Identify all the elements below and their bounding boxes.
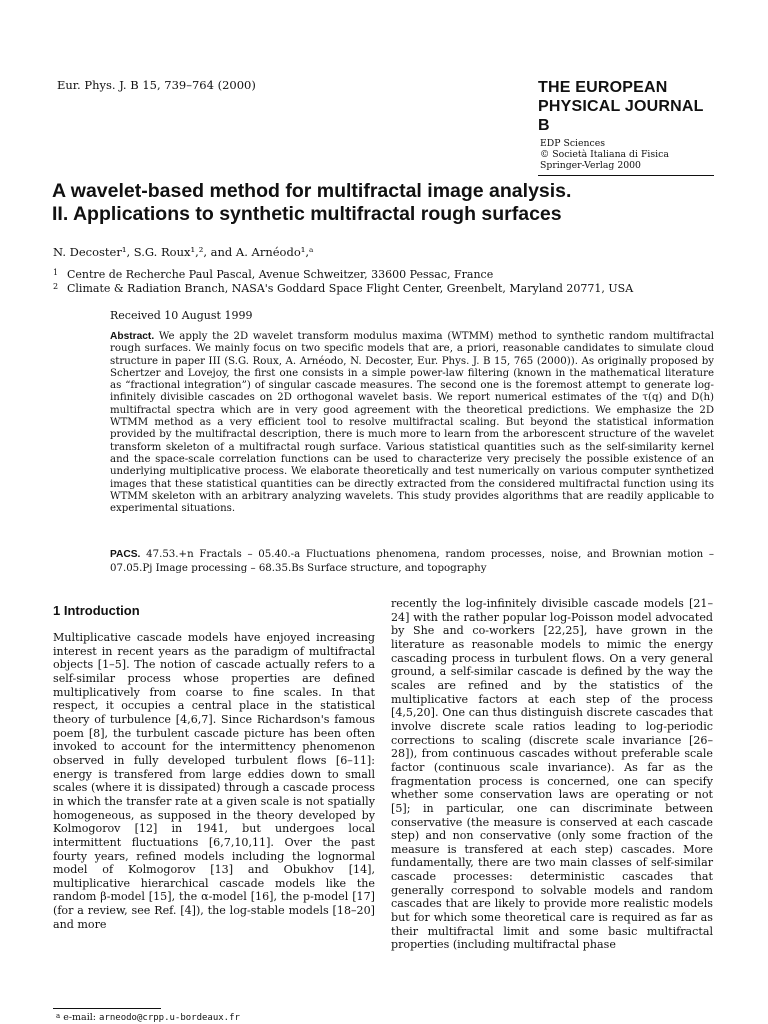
footnote-email: arneodo@crpp.u-bordeaux.fr [99, 1013, 240, 1023]
publisher-line: EDP Sciences [540, 138, 605, 149]
received-date: Received 10 August 1999 [110, 309, 253, 322]
journal-title-line2: PHYSICAL JOURNAL B [538, 98, 704, 134]
body-column-left: Multiplicative cascade models have enjoyed increasing interest in recent years as the paradigm of multifractal objects [1–5]. The notion of cascade actually refers to a self-similar process whose properties are defined multiplicatively from coarse to fine scales. In that respect, it occupies a central place in the statistical theory of turbulence [4,6,7]. Since Richardson's famous poem [8], the turbulent cascade picture has been often invoked to account for the intermittency phenomenon observed in fully developed turbulent flows [6–11]: energy is transfered from large eddies down to small scales (where it is dissipated) through a cascade process in which the transfer rate at a given scale is not spatially homogeneous, as supposed in the theory developed by Kolmogorov [12] in 1941, but undergoes local intermittent fluctuations [6,7,10,11]. Over the past fourty years, refined models including the lognormal model of Kolmogorov [13] and Obukhov [14], multiplicative hierarchical cascade models like the random β-model [15], the α-model [16], the p-model [17] (for a review, see Ref. [4]), the log-stable models [18–20] and more [53, 631, 375, 931]
journal-block [538, 78, 714, 176]
paper-title [52, 180, 722, 226]
abstract-label: Abstract. [110, 331, 155, 342]
body-column-right: recently the log-infinitely divisible cascade models [21–24] with the rather popular log-Poisson model advocated by She and co-workers [22,25], have grown in the literature as reasonable models to mimic the energy cascading process in turbulent flows. On a very general ground, a self-similar cascade is defined by the way the scales are refined and by the statistics of the multiplicative factors at each step of the process [4,5,20]. One can thus distinguish discrete cascades that involve discrete scale ratios leading to log-periodic corrections to scaling (discrete scale invariance [26–28]), from continuous cascades without preferable scale factor (continuous scale invariance). As far as the fragmentation process is concerned, one can specify whether some conservation laws are operating or not [5]; in particular, one can discriminate between conservative (the measure is conserved at each cascade step) and non conservative (only some fraction of the measure is transfered at each step) cascades. More fundamentally, there are two main classes of self-similar cascade processes: deterministic cascades that generally correspond to solvable models and random cascades that are likely to provide more realistic models but for which some theoretical care is required as far as their multifractal limit and some basic multifractal properties (including multifractal phase [391, 597, 713, 952]
affiliation-1 [53, 268, 493, 281]
affiliation-2 [53, 282, 633, 295]
title-line: A wavelet-based method for multifractal image analysis. [52, 180, 572, 202]
publisher-info [538, 138, 714, 171]
publisher-line: Springer-Verlag 2000 [540, 160, 641, 171]
publisher-line: © Società Italiana di Fisica [540, 149, 669, 160]
section-heading: 1 Introduction [53, 603, 140, 618]
footnote-rule [53, 1008, 161, 1009]
pacs-label: PACS. [110, 549, 141, 560]
abstract [110, 331, 714, 515]
pacs-text: 47.53.+n Fractals – 05.40.-a Fluctuations phenomena, random processes, noise, and Brownian motion – 07.05.Pj Image processing – 68.35.Bs Surface structure, and topography [110, 549, 714, 574]
pacs [110, 548, 714, 576]
affiliation-number: 1 [53, 268, 59, 277]
title-line: II. Applications to synthetic multifractal rough surfaces [52, 203, 562, 225]
citation: Eur. Phys. J. B 15, 739–764 (2000) [57, 78, 256, 92]
journal-title-line1: THE EUROPEAN [538, 79, 668, 96]
journal-rule [538, 175, 714, 176]
affiliation-number: 2 [53, 282, 59, 291]
author-list: N. Decoster¹, S.G. Roux¹,², and A. Arnéodo¹,ᵃ [53, 245, 314, 259]
footnote [56, 1012, 240, 1023]
abstract-text: We apply the 2D wavelet transform modulus maxima (WTMM) method to synthetic random multifractal rough surfaces. We mainly focus on two specific models that are, a priori, reasonable candidates to simulate cloud structure in paper III (S.G. Roux, A. Arnéodo, N. Decoster, Eur. Phys. J. B 15, 765 (2000)). As originally proposed by Schertzer and Lovejoy, the first one consists in a simple power-law filtering (known in the mathematical literature as “fractional integration”) of singular cascade measures. The second one is the foremost attempt to generate log-infinitely divisible cascades on 2D orthogonal wavelet basis. We report numerical estimates of the τ(q) and D(h) multifractal spectra which are in very good agreement with the theoretical predictions. We emphasize the 2D WTMM method as a very efficient tool to resolve multifractal scaling. But beyond the statistical information provided by the multifractal description, there is much more to learn from the arborescent structure of the wavelet transform skeleton of a multifractal rough surface. Various statistical quantities such as the self-similarity kernel and the space-scale correlation functions can be used to characterize very precisely the possible existence of an underlying multiplicative process. We elaborate theoretically and test numerically on various computer synthetized images that these statistical quantities can be directly extracted from the considered multifractal function using its WTMM skeleton with an arbitrary analyzing wavelets. This study provides algorithms that are readily applicable to experimental situations. [110, 331, 714, 515]
footnote-label: e-mail: [63, 1012, 97, 1023]
affiliation-text: Climate & Radiation Branch, NASA's Goddard Space Flight Center, Greenbelt, Maryland 20771, USA [67, 282, 634, 295]
affiliation-text: Centre de Recherche Paul Pascal, Avenue Schweitzer, 33600 Pessac, France [67, 268, 494, 281]
footnote-marker: a [56, 1012, 61, 1020]
